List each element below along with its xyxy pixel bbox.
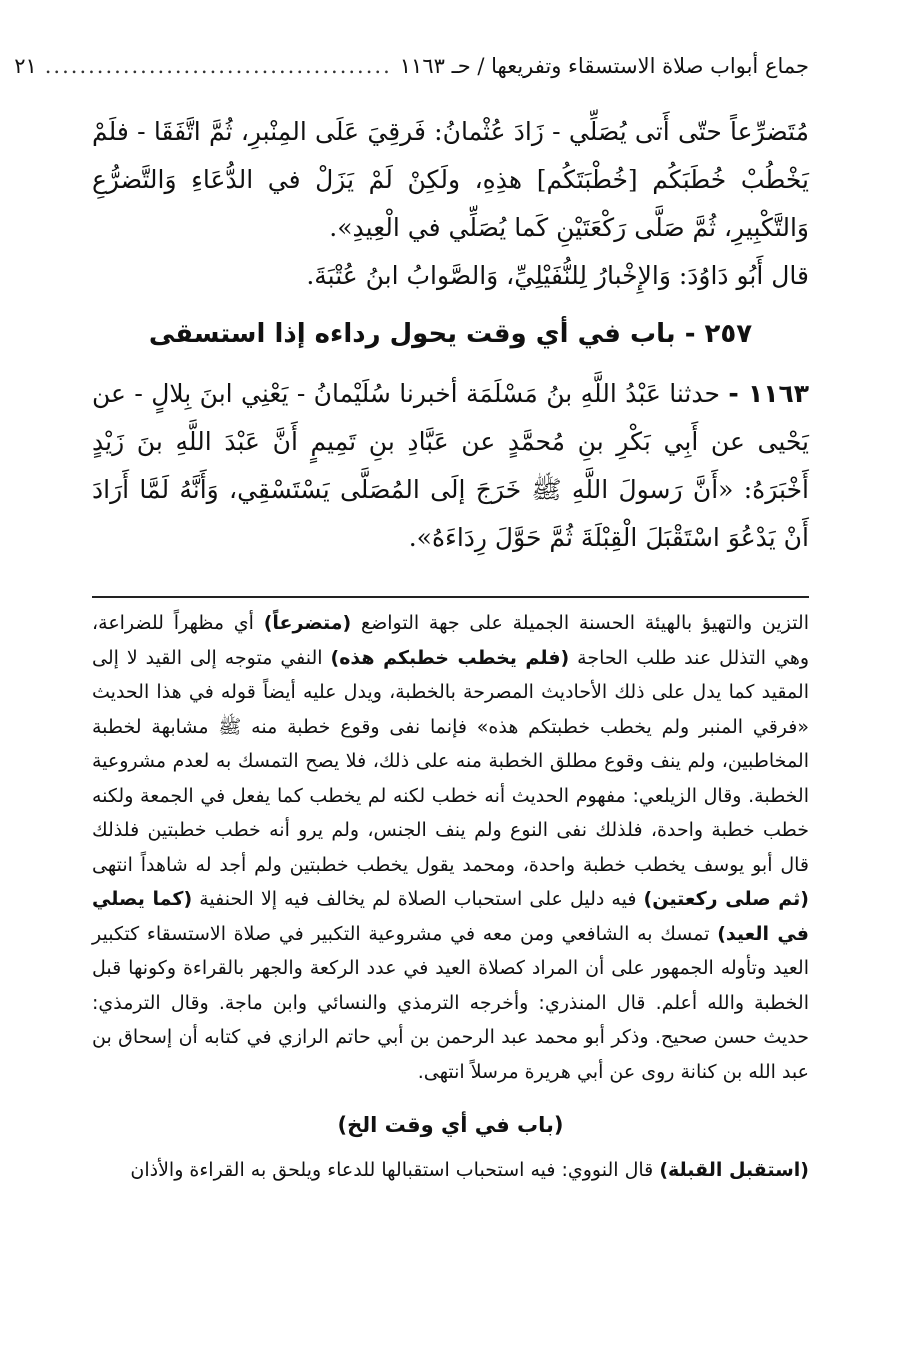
commentary-keyword: (فلم يخطب خطبكم هذه) — [330, 646, 570, 669]
running-header — [14, 54, 809, 88]
commentary-paragraph — [92, 606, 809, 1089]
chapter-title: في أي وقت يحول رداءه إذا استسقى — [148, 319, 621, 349]
abu-dawud-note: قال أَبُو دَاوُدَ: وَالإِخْبارُ لِلنُّفَيْلِيِّ، وَالصَّوابُ ابنُ عُتْبَةَ. — [306, 261, 809, 290]
hadith-number: ١١٦٣ - — [728, 379, 809, 408]
commentary-text: التزين والتهيؤ بالهيئة الحسنة الجميلة على جهة التواضع — [361, 612, 809, 634]
chapter-heading — [92, 310, 809, 358]
commentary-keyword: (ثم صلى ركعتين) — [643, 888, 809, 910]
commentary-text: أي مظهراً للضراعة، وهي التذلل عند طلب الحاجة — [92, 612, 810, 669]
footnote-separator — [92, 596, 809, 598]
commentary-heading: (باب في أي وقت الخ) — [337, 1113, 564, 1137]
page-number: ٢١ — [14, 54, 37, 78]
commentary-text: فيه دليل على استحباب الصلاة لم يخالف فيه إلا الحنفية — [199, 888, 637, 910]
commentary-section — [92, 606, 809, 1187]
header-leader-dots: ........................................ — [44, 54, 392, 78]
commentary-keyword: (كما يصلي في العيد) — [92, 888, 809, 945]
header-title: جماع أبواب صلاة الاستسقاء وتفريعها / حـ ١١٦٣ — [399, 54, 809, 78]
commentary-last-line — [92, 1153, 809, 1187]
main-text — [92, 108, 809, 562]
hadith-paragraph — [92, 370, 809, 562]
commentary-text: تمسك به الشافعي ومن معه في مشروعية التكبير في صلاة الاستسقاء كتكبير العيد وتأوله الجمهور على أن المراد كصلاة العيد في عدد الركعة والجهر بالقراءة وكونها قبل الخطبة والله أعلم. قال المنذري: وأخرجه الترمذي والنسائي وابن ماجة. وقال الترمذي: حديث حسن صحيح. وذكر أبو محمد عبد الرحمن بن أبي حاتم الرازي في كتابه أن إسحاق بن عبد الله بن كنانة روى عن أبي هريرة مرسلاً انتهى. — [92, 922, 809, 1083]
commentary-text: النفي متوجه إلى القيد لا إلى المقيد كما يدل على ذلك الأحاديث المصرحة بالخطبة، ويدل عليه أيضاً قوله في هذا الحديث «فرقي المنبر ولم يخطب خطبتكم هذه» فإنما نفى وقوع خطبة منه ﷺ مشابهة لخطبة المخاطبين، ولم ينف وقوع مطلق الخطبة منه على ذلك، فلا يصح التمسك به لعدم مشروعية الخطبة. وقال الزيلعي: مفهوم الحديث أنه خطب لكنه لم يخطب كما يفعل في الجمعة ولكنه خطب خطبة واحدة، فلذلك نفى النوع ولم ينف الجنس، ولم يرو أنه خطب خطبتين فلذلك قال أبو يوسف يخطب خطبة واحدة، ومحمد يقول يخطب خطبتين ولم أجد له شاهداً انتهى — [92, 646, 809, 876]
chapter-word: باب — [629, 319, 676, 349]
commentary-text: قال النووي: فيه استحباب استقبالها للدعاء ويلحق به القراءة والأذان — [130, 1159, 654, 1181]
commentary-keyword: (استقبل القبلة) — [659, 1159, 809, 1181]
commentary-keyword: (متضرعاً) — [263, 612, 352, 634]
hadith-text: حدثنا عَبْدُ اللَّهِ بنُ مَسْلَمَة أخبرنا سُلَيْمانُ - يَعْنِي ابنَ بِلالٍ - عن يَحْيى عن أَبِي بَكْرِ بنِ مُحمَّدٍ عن عَبَّادِ بنِ تَمِيمٍ أَنَّ عَبْدَ اللَّهِ بنَ زَيْدٍ أَخْبَرَهُ: «أَنَّ رَسولَ اللَّهِ ﷺ خَرَجَ إلَى المُصَلَّى يَسْتَسْقِي، وَأَنَّهُ لَمَّا أَرَادَ أَنْ يَدْعُوَ اسْتَقْبَلَ الْقِبْلَةَ ثُمَّ حَوَّلَ رِدَاءَهُ». — [92, 379, 809, 552]
hadith-continuation: مُتَضرِّعاً حتّى أَتى يُصَلِّي - زَادَ عُثْمانُ: فَرقِيَ عَلَى المِنْبرِ، ثُمَّ اتَّفَقَا - فلَمْ يَخْطُبْ خُطَبَكُم [خُطْبَتَكُم] هذِهِ، ولَكِنْ لَمْ يَزَلْ في الدُّعَاءِ وَالتَّضرُّعِ وَالتَّكْبِيرِ، ثُمَّ صَلَّى رَكْعَتَيْنِ كَما يُصَلِّي في الْعِيدِ». — [92, 117, 809, 242]
chapter-number: ٢٥٧ - — [684, 319, 753, 349]
